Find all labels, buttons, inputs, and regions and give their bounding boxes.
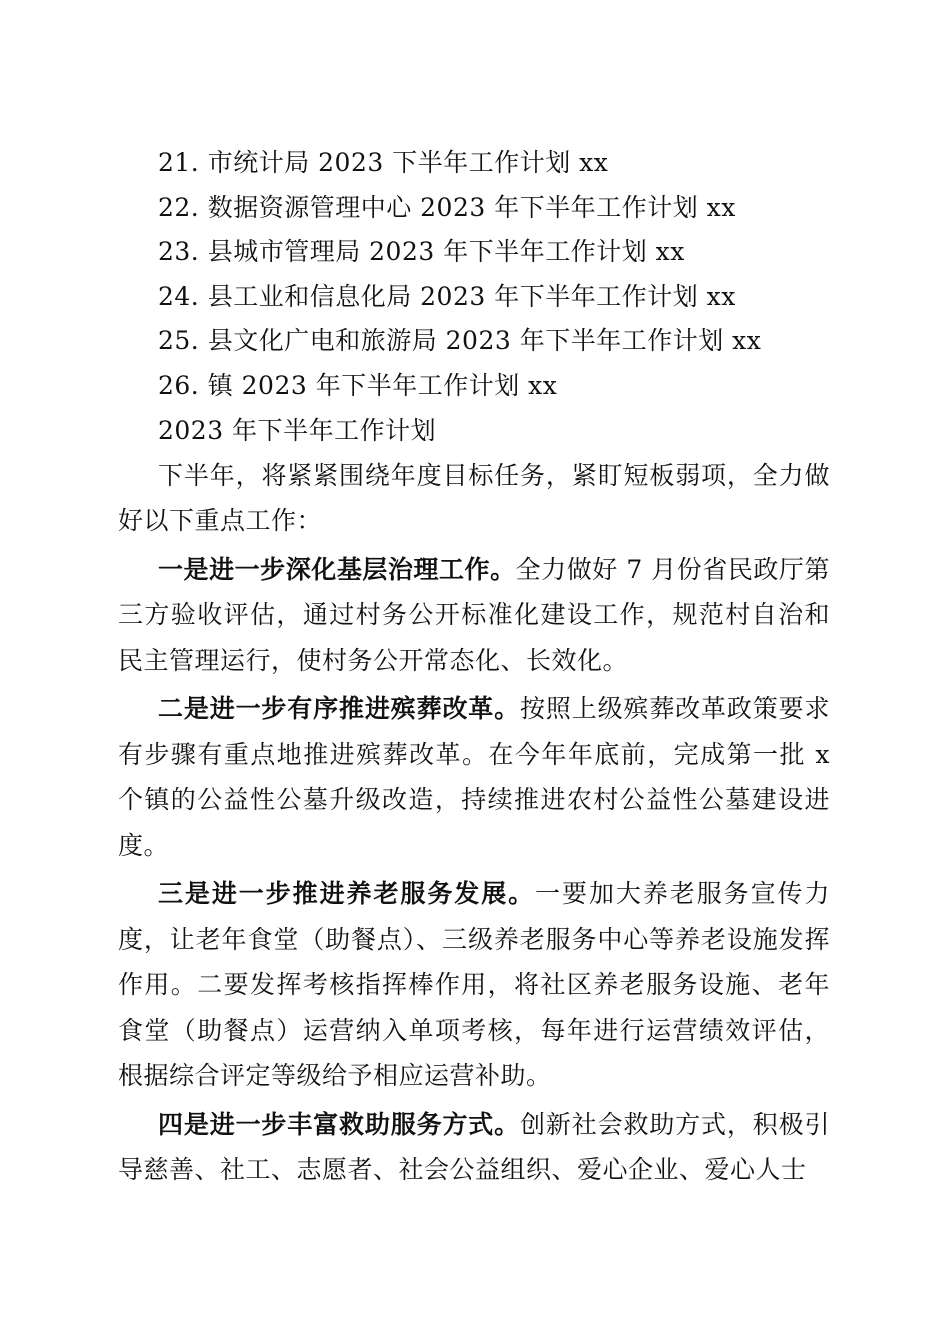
item-paragraph-3 [118,871,830,1099]
item-paragraph-1 [118,547,830,684]
item-lead: 二是进一步有序推进殡葬改革。 [158,694,521,724]
plan-title: 2023 年下半年工作计划 [158,415,437,445]
item-paragraph-2 [118,686,830,868]
toc-line: 26. 镇 2023 年下半年工作计划 xx [158,370,558,400]
item-paragraph-4 [118,1102,830,1193]
item-body: 按照上级殡葬改革政策要求有步骤有重点地推进殡葬改革。在今年年底前，完成第一批 x 个镇的公益性公墓升级改造，持续推进农村公益性公墓建设进度。 [118,694,830,860]
toc-line: 24. 县工业和信息化局 2023 年下半年工作计划 xx [158,281,736,311]
item-body: 全力做好 7 月份省民政厅第三方验收评估，通过村务公开标准化建设工作，规范村自治和民主管理运行，使村务公开常态化、长效化。 [118,554,830,675]
item-body: 创新社会救助方式，积极引导慈善、社工、志愿者、社会公益组织、爱心企业、爱心人士 [118,1109,830,1185]
item-lead: 三是进一步推进养老服务发展。 [158,879,536,909]
item-body: 一要加大养老服务宣传力度，让老年食堂（助餐点）、三级养老服务中心等养老设施发挥作用。二要发挥考核指挥棒作用，将社区养老服务设施、老年食堂（助餐点）运营纳入单项考核，每年进行运营绩效评估，根据综合评定等级给予相应运营补助。 [118,879,830,1091]
intro-paragraph: 下半年，将紧紧围绕年度目标任务，紧盯短板弱项，全力做好以下重点工作： [118,460,830,536]
item-lead: 四是进一步丰富救助服务方式。 [158,1109,521,1139]
toc-line: 22. 数据资源管理中心 2023 年下半年工作计划 xx [158,192,736,222]
toc-line: 23. 县城市管理局 2023 年下半年工作计划 xx [158,237,685,267]
toc-line: 25. 县文化广电和旅游局 2023 年下半年工作计划 xx [158,326,762,356]
document-body [118,141,830,1193]
item-lead: 一是进一步深化基层治理工作。 [158,554,516,584]
toc-line: 21. 市统计局 2023 下半年工作计划 xx [158,148,609,177]
